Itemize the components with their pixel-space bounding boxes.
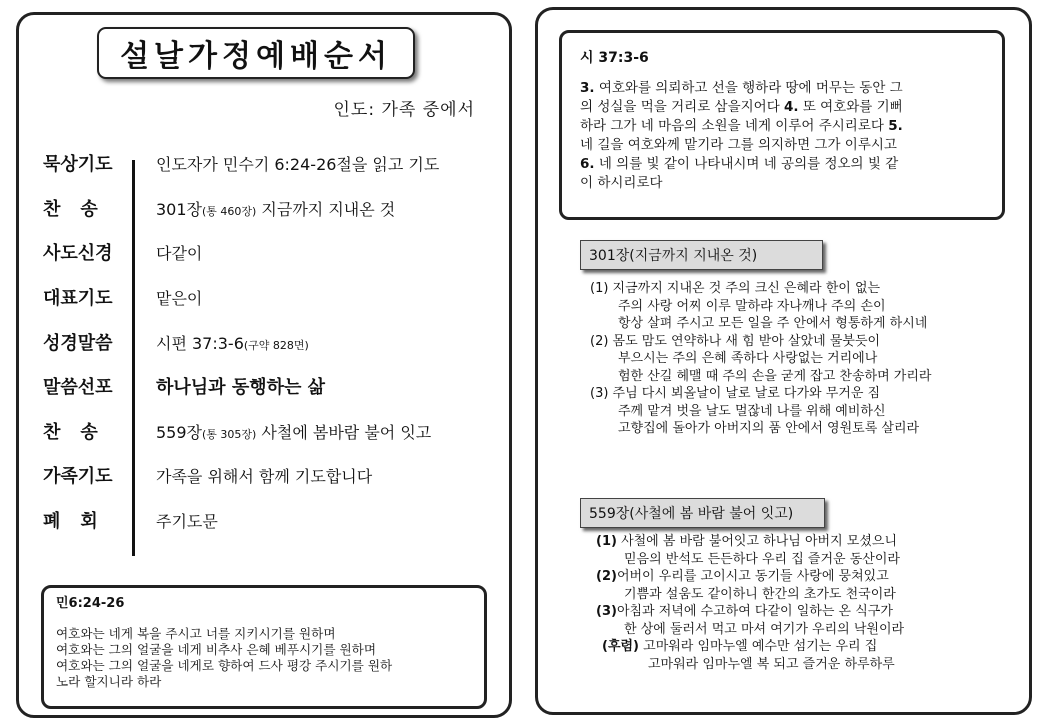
order-item-silent-prayer	[43, 148, 440, 178]
hymn-title: 지금까지 지내온 것	[256, 199, 396, 219]
scripture-ref: 시편 37:3-6	[156, 333, 244, 353]
order-item-scripture	[43, 327, 309, 357]
order-label: 사도신경	[43, 243, 113, 264]
verse-line: 노라 할지니라 하라	[56, 674, 162, 689]
order-content: 다같이	[156, 243, 203, 263]
psalm-line	[580, 79, 986, 98]
lyric-line: 한 상에 둘러서 먹고 마셔 여기가 우리의 낙원이라	[624, 621, 905, 637]
hymn-title: 사철에 봄바람 불어 잇고	[256, 422, 432, 442]
psalm-line-text: 의 성실을 먹을 거리로 삼을지어다	[580, 99, 785, 115]
lyric-line: 부으시는 주의 은혜 족하다 사랑없는 거리에나	[618, 351, 878, 366]
lyric-line: 믿음의 반석도 든든하다 우리 집 즐거운 동산이라	[624, 551, 900, 567]
psalm-line-text: 네 의를 빛 같이 나타내시며 네 공의를 정오의 빛 같	[594, 156, 899, 172]
order-item-family-prayer	[43, 460, 373, 490]
order-label: 가족기도	[43, 466, 113, 487]
order-label: 찬송	[43, 422, 118, 443]
hymn-559-label: 559장(사철에 봄 바람 불어 잇고)	[580, 498, 825, 528]
stanza-number: (3)	[596, 604, 617, 619]
order-item-prayer	[43, 282, 203, 312]
lyric-line: 고마워라 임마누엘 복 되고 즐거운 하루하루	[648, 656, 895, 672]
verse-number: 5.	[888, 118, 903, 134]
psalm-line-text: 네 길을 여호와께 맡기라 그를 의지하면 그가 이루시고	[580, 137, 897, 153]
lyric-line: 주의 사랑 어찌 이루 말하랴 자나깨나 주의 손이	[618, 298, 886, 314]
leader-note: 인도: 가족 중에서	[333, 100, 475, 120]
page-title: 설날가정예배순서	[97, 27, 415, 79]
order-item-hymn-1	[43, 193, 396, 223]
order-content: 가족을 위해서 함께 기도합니다	[156, 466, 373, 486]
verse-line: 여호와는 그의 얼굴을 네게 비추사 은혜 베푸시기를 원하며	[56, 642, 376, 657]
lyric-line	[596, 638, 904, 656]
order-content	[156, 331, 309, 354]
order-divider	[132, 160, 135, 556]
hymn-559-lyrics	[596, 533, 904, 673]
lyric-line: 주께 맡겨 벗을 날도 멀잖네 나를 위해 예비하신	[618, 403, 886, 419]
hymn-number: 559장	[156, 422, 202, 442]
psalm-reference: 시 37:3-6	[580, 50, 649, 66]
lyric-text: 어버이 우리를 고이시고 동기들 사랑에 뭉쳐있고	[616, 569, 889, 584]
order-label: 찬송	[43, 199, 118, 220]
lyric-text: 아침과 저녁에 수고하여 다같이 일하는 온 식구가	[616, 604, 893, 619]
lyric-text: 고마워라 임마누엘 예수만 섬기는 우리 집	[639, 639, 878, 654]
lyric-line: 항상 살펴 주시고 모든 일을 주 안에서 형통하게 하시네	[618, 316, 928, 331]
order-label: 성경말씀	[43, 333, 113, 354]
order-item-creed	[43, 237, 203, 267]
order-label: 대표기도	[43, 288, 113, 309]
psalm-line	[580, 136, 986, 155]
verse-line: 여호와는 네게 복을 주시고 너를 지키시기를 원하며	[56, 626, 336, 641]
psalm-text	[580, 79, 986, 193]
psalm-line	[580, 155, 986, 174]
scripture-page: (구약 828면)	[243, 338, 309, 352]
lyric-line: (1) 지금까지 지내온 것 주의 크신 은혜라 한이 없는	[590, 281, 881, 296]
lyric-line	[596, 533, 904, 551]
lyric-line: (3) 주님 다시 뵈올날이 날로 날로 다가와 무거운 짐	[590, 386, 881, 401]
left-panel	[16, 12, 512, 718]
lyric-text: 사철에 봄 바람 불어잇고 하나님 아버지 모셨으니	[616, 534, 898, 549]
hymn-301-label: 301장(지금까지 지내온 것)	[580, 240, 823, 270]
psalm-line-text: 하라 그가 네 마음의 소원을 네게 이루어 주시리로다	[580, 118, 889, 134]
hymn-301-lyrics	[590, 280, 931, 438]
lyric-line: 험한 산길 헤맬 때 주의 손을 굳게 잡고 찬송하며 가리라	[618, 368, 932, 384]
psalm-line	[580, 174, 986, 193]
order-label: 말씀선포	[43, 377, 113, 398]
verse-number: 3.	[580, 80, 595, 96]
hymn-number: 301장	[156, 199, 202, 219]
sermon-title: 하나님과 동행하는 삶	[156, 377, 326, 398]
order-content: 주기도문	[156, 511, 218, 531]
psalm-box	[559, 30, 1005, 220]
order-content: 인도자가 민수기 6:24-26절을 읽고 기도	[156, 154, 440, 174]
verse-line: 여호와는 그의 얼굴을 네게로 향하여 드사 평강 주시기를 원하	[56, 658, 393, 673]
order-label: 폐회	[43, 511, 118, 532]
verse-reference: 민6:24-26	[56, 596, 125, 611]
psalm-line	[580, 98, 986, 117]
lyric-line	[596, 568, 904, 586]
lyric-line: 기쁨과 설움도 같이하니 한간의 초가도 천국이라	[624, 586, 896, 602]
order-content: 맡은이	[156, 288, 203, 308]
order-label: 묵상기도	[43, 154, 113, 175]
order-item-hymn-2	[43, 416, 432, 446]
verse-number: 6.	[580, 156, 595, 172]
psalm-line-text: 또 여호와를 기뻐	[798, 99, 903, 115]
numbers-verse-box	[41, 585, 487, 709]
order-content	[156, 420, 431, 443]
lyric-line: (2) 몸도 맘도 연약하나 새 힘 받아 살았네 물붓듯이	[590, 333, 881, 349]
refrain-label: (후렴)	[602, 639, 639, 654]
order-item-sermon	[43, 371, 326, 401]
psalm-line-text: 여호와를 의뢰하고 선을 행하라 땅에 머무는 동안 그	[594, 80, 903, 96]
lyric-line	[596, 603, 904, 621]
verse-number: 4.	[784, 99, 799, 115]
hymn-alt-number: (통 460장)	[202, 204, 257, 218]
stanza-number: (1)	[596, 534, 617, 549]
lyric-line: 고향집에 돌아가 아버지의 품 안에서 영원토록 살리라	[618, 421, 920, 436]
hymn-alt-number: (통 305장)	[202, 427, 257, 441]
psalm-line	[580, 117, 986, 136]
right-panel	[535, 7, 1032, 715]
stanza-number: (2)	[596, 569, 617, 584]
order-content	[156, 197, 395, 220]
order-item-closing	[43, 505, 218, 535]
psalm-line-text: 이 하시리로다	[580, 175, 663, 191]
